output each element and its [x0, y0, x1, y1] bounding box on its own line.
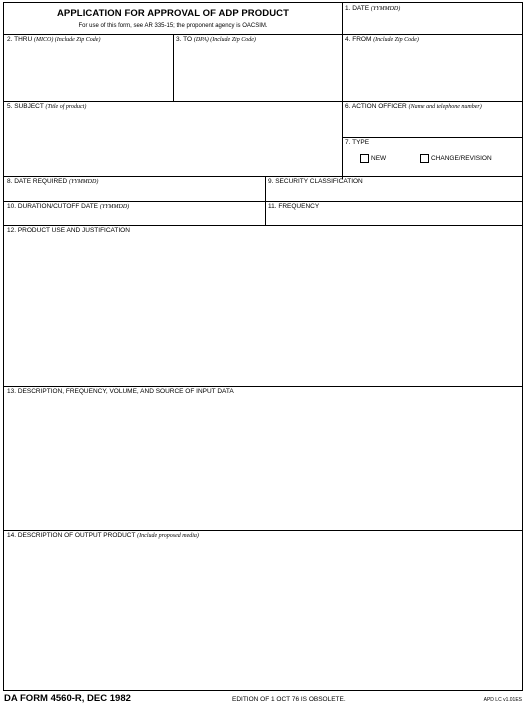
form-subtitle: For use of this form, see AR 335-15; the proponent agency is OACSIM.	[78, 23, 268, 29]
date-required-hint: (YYMMDD)	[69, 179, 99, 185]
subject-field[interactable]	[4, 101, 342, 176]
action-officer-hint: (Name and telephone number)	[408, 104, 482, 110]
date-required-field[interactable]	[4, 176, 265, 201]
output-product-hint: (Include proposed media)	[137, 533, 199, 539]
to-hint: (DPA) (Include Zip Code)	[193, 37, 256, 43]
subject-label: 5. SUBJECT	[7, 103, 44, 110]
date-hint: (YYMMDD)	[370, 6, 401, 12]
action-officer-field[interactable]	[342, 101, 522, 137]
output-product-field[interactable]	[4, 530, 522, 690]
new-option-label: NEW	[371, 155, 387, 162]
duration-cutoff-hint: (YYMMDD)	[99, 204, 130, 210]
product-use-label: 12. PRODUCT USE AND JUSTIFICATION	[7, 227, 130, 234]
from-field[interactable]	[342, 34, 522, 101]
input-data-field[interactable]	[4, 386, 522, 530]
change-revision-option-label: CHANGE/REVISION	[431, 155, 492, 162]
security-classification-label: 9. SECURITY CLASSIFICATION	[268, 178, 363, 185]
edition-note: EDITION OF 1 OCT 76 IS OBSOLETE.	[232, 696, 346, 703]
action-officer-label: 6. ACTION OFFICER	[345, 103, 407, 110]
date-required-label: 8. DATE REQUIRED	[7, 178, 68, 185]
subject-hint: (Title of product)	[45, 104, 87, 110]
type-field	[342, 137, 522, 176]
version-tag: APD LC v1.01ES	[483, 697, 522, 703]
from-hint: (Include Zip Code)	[373, 37, 419, 43]
output-product-label: 14. DESCRIPTION OF OUTPUT PRODUCT	[7, 532, 136, 539]
form-title: APPLICATION FOR APPROVAL OF ADP PRODUCT	[56, 8, 290, 19]
input-data-label: 13. DESCRIPTION, FREQUENCY, VOLUME, AND SOURCE OF INPUT DATA	[7, 388, 234, 395]
thru-field[interactable]	[4, 34, 173, 101]
form-number: DA FORM 4560-R, DEC 1982	[4, 693, 131, 704]
type-label: 7. TYPE	[345, 139, 370, 146]
frequency-label: 11. FREQUENCY	[268, 203, 320, 210]
security-classification-field[interactable]	[265, 176, 522, 201]
duration-cutoff-field[interactable]	[4, 201, 265, 225]
from-label: 4. FROM	[345, 36, 372, 43]
form-frame	[3, 2, 523, 691]
frequency-field[interactable]	[265, 201, 522, 225]
thru-label: 2. THRU	[7, 36, 33, 43]
to-field[interactable]	[173, 34, 342, 101]
new-checkbox[interactable]	[360, 154, 369, 163]
date-label: 1. DATE	[345, 5, 370, 12]
duration-cutoff-label: 10. DURATION/CUTOFF DATE	[7, 203, 99, 210]
change-revision-checkbox[interactable]	[420, 154, 429, 163]
to-label: 3. TO	[176, 36, 193, 43]
date-field[interactable]	[342, 3, 522, 34]
thru-hint: (MICO) (Include Zip Code)	[33, 37, 101, 43]
product-use-field[interactable]	[4, 225, 522, 386]
